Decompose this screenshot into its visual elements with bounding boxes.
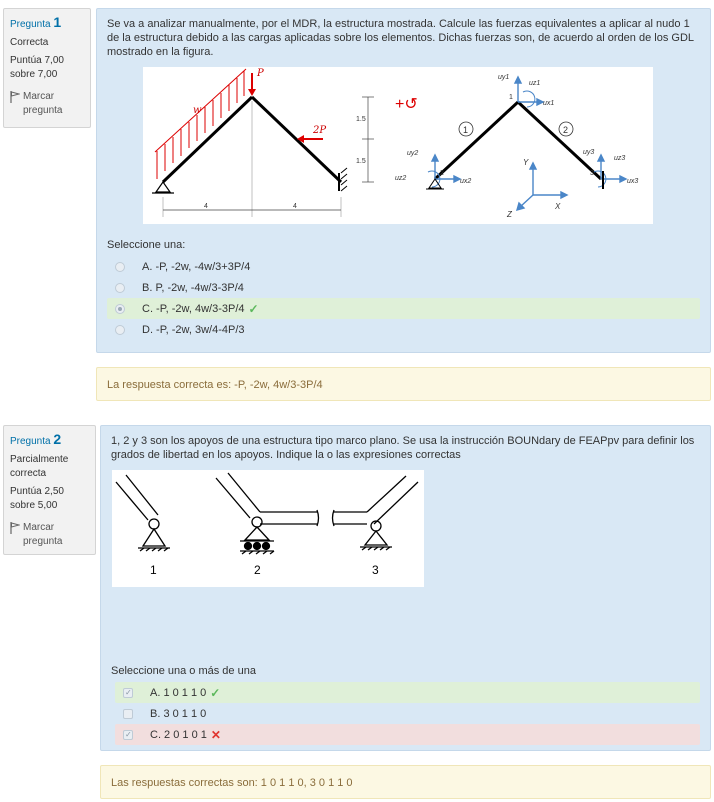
uz1-label: uz1 bbox=[529, 80, 541, 87]
question-2-feedback: Las respuestas correctas son: 1 0 1 1 0, 3 0 1 1 0 bbox=[100, 765, 711, 799]
uz2-label: uz2 bbox=[395, 175, 407, 182]
frame-structure-diagram bbox=[143, 67, 653, 224]
answer-option-b[interactable] bbox=[107, 277, 700, 298]
axis-Y-label: Y bbox=[523, 158, 529, 167]
option-b-label: B. P, -2w, -4w/3-3P/4 bbox=[142, 281, 244, 294]
flag-question-2-button[interactable] bbox=[10, 521, 89, 549]
answer-option-a[interactable] bbox=[115, 682, 700, 703]
element-1-label: 1 bbox=[463, 125, 469, 135]
question-1-figure bbox=[143, 67, 653, 224]
radio-a[interactable] bbox=[115, 262, 125, 272]
load-w-label: w bbox=[193, 105, 202, 116]
question-1-feedback: La respuesta correcta es: -P, -2w, 4w/3-3P/4 bbox=[96, 367, 711, 401]
axis-Z-label: Z bbox=[507, 210, 512, 219]
radio-c[interactable] bbox=[115, 304, 125, 314]
option-a-label: A. 1 0 1 1 0 bbox=[150, 686, 207, 699]
question-label: Pregunta bbox=[10, 19, 51, 30]
option-c-label: C. -P, -2w, 4w/3-3P/4 bbox=[142, 302, 245, 315]
element-2-label: 2 bbox=[563, 125, 569, 135]
answer-option-b[interactable] bbox=[115, 703, 700, 724]
support-2 bbox=[216, 473, 319, 554]
option-c-label: C. 2 0 1 0 1 bbox=[150, 728, 207, 741]
radio-d[interactable] bbox=[115, 325, 125, 335]
question-2-grade: Puntúa 2,50 sobre 5,00 bbox=[10, 486, 64, 511]
load-P-arrowhead bbox=[248, 89, 256, 96]
option-b-label: B. 3 0 1 1 0 bbox=[150, 707, 207, 720]
ux3-label: ux3 bbox=[627, 178, 639, 185]
answer-option-d[interactable] bbox=[107, 319, 700, 340]
member-right bbox=[252, 97, 341, 182]
question-1-grade: Puntúa 7,00 sobre 7,00 bbox=[10, 55, 64, 80]
question-1-info bbox=[3, 8, 91, 128]
load-2P-label: 2P bbox=[313, 125, 327, 136]
answer-option-c[interactable] bbox=[115, 724, 700, 745]
question-1-text: Se va a analizar manualmente, por el MDR, la estructura mostrada. Calcule las fuerzas equivalentes a aplicar al nudo 1 de la estructura debido a las cargas aplicadas sobre los elementos. Dichas fuerzas son, de acuerdo al orden de los GDL mostrado en la figura. bbox=[107, 18, 694, 58]
dim-4-left: 4 bbox=[204, 203, 208, 210]
question-2-prompt: Seleccione una o más de una bbox=[111, 665, 256, 677]
question-1-number bbox=[10, 15, 84, 32]
uy2-label: uy2 bbox=[407, 150, 419, 157]
uy1-label: uy1 bbox=[498, 74, 510, 81]
question-2-state: Parcialmente correcta bbox=[10, 454, 69, 479]
radio-b[interactable] bbox=[115, 283, 125, 293]
dof-arrows bbox=[432, 77, 626, 210]
option-d-label: D. -P, -2w, 3w/4-4P/3 bbox=[142, 323, 245, 336]
node-1-label: 1 bbox=[509, 94, 513, 101]
support-3 bbox=[333, 476, 419, 550]
flag-icon bbox=[10, 91, 20, 103]
question-1-answers bbox=[107, 238, 700, 340]
question-2-content bbox=[100, 425, 711, 751]
question-1-content bbox=[96, 8, 711, 353]
distributed-load bbox=[155, 69, 246, 179]
checkbox-b[interactable] bbox=[123, 709, 133, 719]
correct-check-icon: ✓ bbox=[210, 685, 221, 700]
ux2-label: ux2 bbox=[460, 178, 472, 185]
answer-option-c[interactable] bbox=[107, 298, 700, 319]
question-2-number bbox=[10, 432, 89, 449]
question-2-text: 1, 2 y 3 son los apoyos de una estructura tipo marco plano. Se usa la instrucción BOUNdary de FEAPpv para definir los grados de libertad en los apoyos. Indique la o las expresiones correctas bbox=[111, 435, 695, 461]
flag-label: Marcar pregunta bbox=[23, 91, 63, 116]
support-2-label: 2 bbox=[254, 563, 261, 577]
ux1-label: ux1 bbox=[543, 100, 555, 107]
pin-support-left bbox=[156, 182, 170, 192]
question-2-figure bbox=[112, 470, 424, 587]
support-3-label: 3 bbox=[372, 563, 379, 577]
question-1-prompt: Seleccione una: bbox=[107, 239, 186, 251]
load-P-label: P bbox=[257, 68, 264, 79]
dim-4-right: 4 bbox=[293, 203, 297, 210]
dim-15-bottom: 1.5 bbox=[356, 158, 366, 165]
incorrect-cross-icon: ✕ bbox=[210, 727, 221, 742]
axis-X-label: X bbox=[555, 202, 561, 211]
checkbox-c[interactable] bbox=[123, 730, 133, 740]
support-1-label: 1 bbox=[150, 563, 157, 577]
member-left bbox=[163, 97, 252, 182]
question-2-info bbox=[3, 425, 96, 555]
sign-convention: +↺ bbox=[395, 96, 418, 113]
node-2-label: 2 bbox=[440, 170, 444, 177]
uy3-label: uy3 bbox=[583, 149, 595, 156]
flag-label: Marcar pregunta bbox=[23, 522, 63, 547]
flag-question-1-button[interactable] bbox=[10, 90, 84, 118]
uz3-label: uz3 bbox=[614, 155, 626, 162]
question-1-state: Correcta bbox=[10, 37, 49, 48]
dof-member-1 bbox=[435, 102, 518, 179]
supports-diagram bbox=[112, 470, 424, 587]
dim-15-top: 1.5 bbox=[356, 116, 366, 123]
question-number: 2 bbox=[53, 431, 62, 447]
answer-option-a[interactable] bbox=[107, 256, 700, 277]
support-1 bbox=[116, 475, 170, 551]
flag-icon bbox=[10, 522, 20, 534]
question-number: 1 bbox=[53, 14, 62, 30]
correct-check-icon: ✓ bbox=[248, 301, 259, 316]
option-a-label: A. -P, -2w, -4w/3+3P/4 bbox=[142, 260, 251, 273]
checkbox-a[interactable] bbox=[123, 688, 133, 698]
question-label: Pregunta bbox=[10, 436, 51, 447]
node-3-label: 3 bbox=[590, 170, 594, 177]
question-2-answers bbox=[111, 664, 700, 745]
